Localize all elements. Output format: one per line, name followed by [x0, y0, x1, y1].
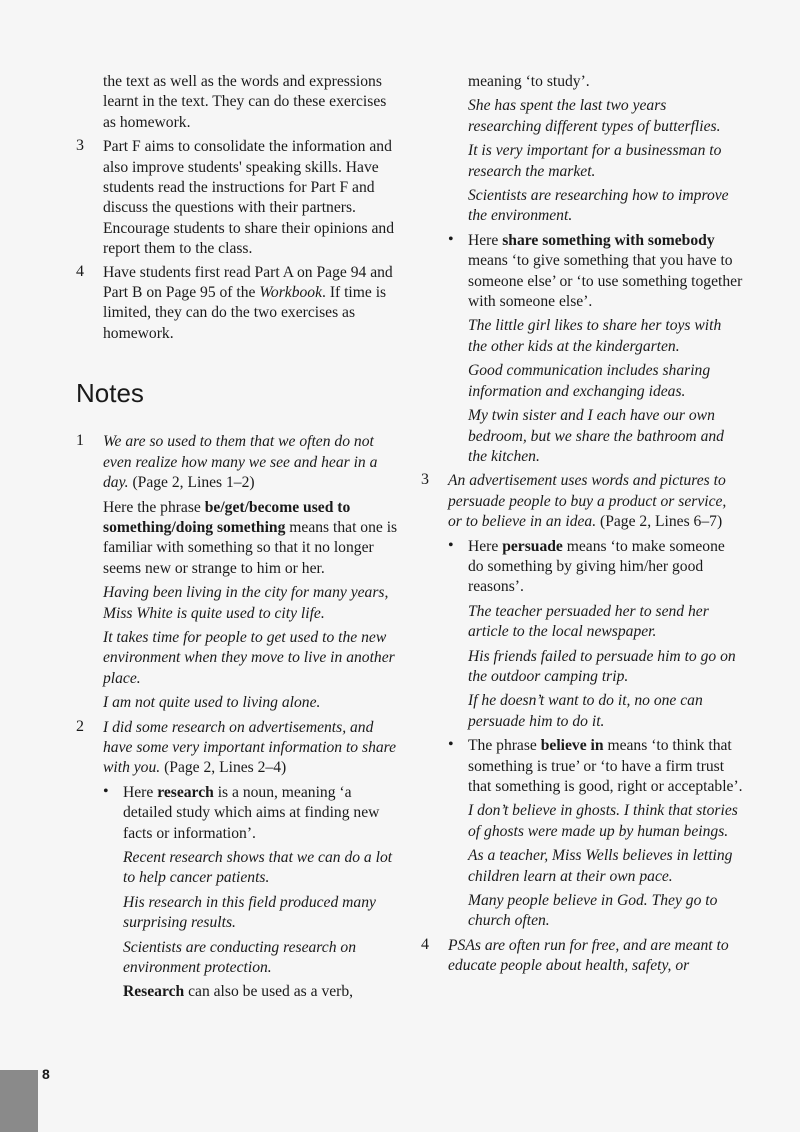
item-text: Part F aims to consolidate the information and also improve students' speaking skills. Have students read the instructions for Part F and discuss the questions with their partners. Encourage students to share their opinions and report them to the class.: [103, 138, 395, 258]
example-sentence: Scientists are researching how to improve the environment.: [468, 187, 729, 225]
bullet-text: Here research is a noun, meaning ‘a detailed study which aims at finding new facts or information’.: [123, 783, 380, 842]
right-column: [421, 72, 743, 980]
example-sentence: It takes time for people to get used to the new environment when they move to live in another place.: [103, 628, 395, 687]
example-sentence: Recent research shows that we can do a lot to help cancer patients.: [123, 849, 393, 887]
page-tab: [0, 1070, 38, 1132]
example-sentence: Scientists are conducting research on environment protection.: [123, 938, 356, 977]
example-sentence: The little girl likes to share her toys with the other kids at the kindergarten.: [468, 317, 722, 355]
bullet-text: Here share something with somebody means ‘to give something that you have to someone else’ or ‘to use something together with someone else’.: [468, 231, 743, 311]
example-sentence: His research in this field produced many surprising results.: [123, 893, 376, 932]
verb-note: Research can also be used as a verb,: [123, 983, 354, 1001]
bullet-icon: •: [448, 536, 454, 554]
note-item: [76, 432, 401, 713]
continued-text: the text as well as the words and expressions learnt in the text. They can do these exercises as homework.: [103, 73, 387, 131]
left-column: [76, 72, 401, 1003]
list-item: [76, 263, 401, 345]
bullet-text: The phrase believe in means ‘to think that something is true’ or ‘to have a firm trust that something is good, right or acceptable’.: [468, 737, 743, 795]
note-quote: I did some research on advertisements, and have some very important information to share with you. (Page 2, Lines 2–4): [103, 718, 397, 777]
bullet-item: [421, 736, 743, 797]
example-sentence: If he doesn’t want to do it, no one can persuade him to do it.: [468, 692, 703, 730]
bullet-text: Here persuade means ‘to make someone do something by giving him/her good reasons’.: [468, 537, 725, 596]
example-sentence: Having been living in the city for many years, Miss White is quite used to city life.: [103, 584, 389, 622]
section-heading: Notes: [76, 378, 144, 409]
bullet-icon: •: [448, 736, 454, 754]
example-sentence: Many people believe in God. They go to church often.: [468, 892, 718, 930]
item-number: 4: [421, 935, 429, 953]
list-item: [76, 137, 401, 259]
example-sentence: My twin sister and I each have our own bedroom, but we share the bathroom and the kitchen.: [468, 407, 724, 465]
note-explanation: Here the phrase be/get/become used to something/doing something means that one is familiar with something so that it no longer seems new or strange to him or her.: [103, 498, 398, 577]
note-item: [421, 936, 743, 977]
bullet-item: [76, 783, 401, 844]
item-number: 1: [76, 432, 84, 450]
example-sentence: It is very important for a businessman to research the market.: [468, 142, 722, 180]
item-number: 3: [76, 137, 84, 155]
note-item: [421, 471, 743, 532]
bullet-icon: •: [448, 230, 454, 248]
example-sentence: I don’t believe in ghosts. I think that stories of ghosts were made up by human beings.: [468, 802, 738, 840]
example-sentence: As a teacher, Miss Wells believes in letting children learn at their own pace.: [468, 847, 733, 885]
bullet-icon: •: [103, 782, 109, 800]
example-sentence: His friends failed to persuade him to go on the outdoor camping trip.: [468, 647, 736, 685]
item-number: 2: [76, 717, 84, 735]
example-sentence: Good communication includes sharing information and exchanging ideas.: [468, 362, 711, 400]
bullet-item: [421, 537, 743, 598]
example-sentence: She has spent the last two years researching different types of butterflies.: [468, 97, 721, 135]
note-quote: An advertisement uses words and pictures to persuade people to buy a product or service, or to believe in an idea. (Page 2, Lines 6–7): [448, 472, 727, 531]
note-quote: We are so used to them that we often do not even realize how many we see and hear in a day. (Page 2, Lines 1–2): [103, 433, 378, 492]
item-number: 4: [76, 262, 84, 280]
continued-text: meaning ‘to study’.: [468, 73, 590, 90]
page-number: 8: [42, 1066, 50, 1082]
example-sentence: The teacher persuaded her to send her article to the local newspaper.: [468, 602, 709, 641]
note-item: [76, 718, 401, 779]
note-quote: PSAs are often run for free, and are meant to educate people about health, safety, or: [448, 936, 729, 975]
bullet-item: [421, 231, 743, 313]
example-sentence: I am not quite used to living alone.: [103, 694, 321, 712]
item-number: 3: [421, 471, 429, 489]
item-text: Have students first read Part A on Page 94 and Part B on Page 95 of the Workbook. If time is limited, they can do the two exercises as homework.: [103, 263, 393, 342]
